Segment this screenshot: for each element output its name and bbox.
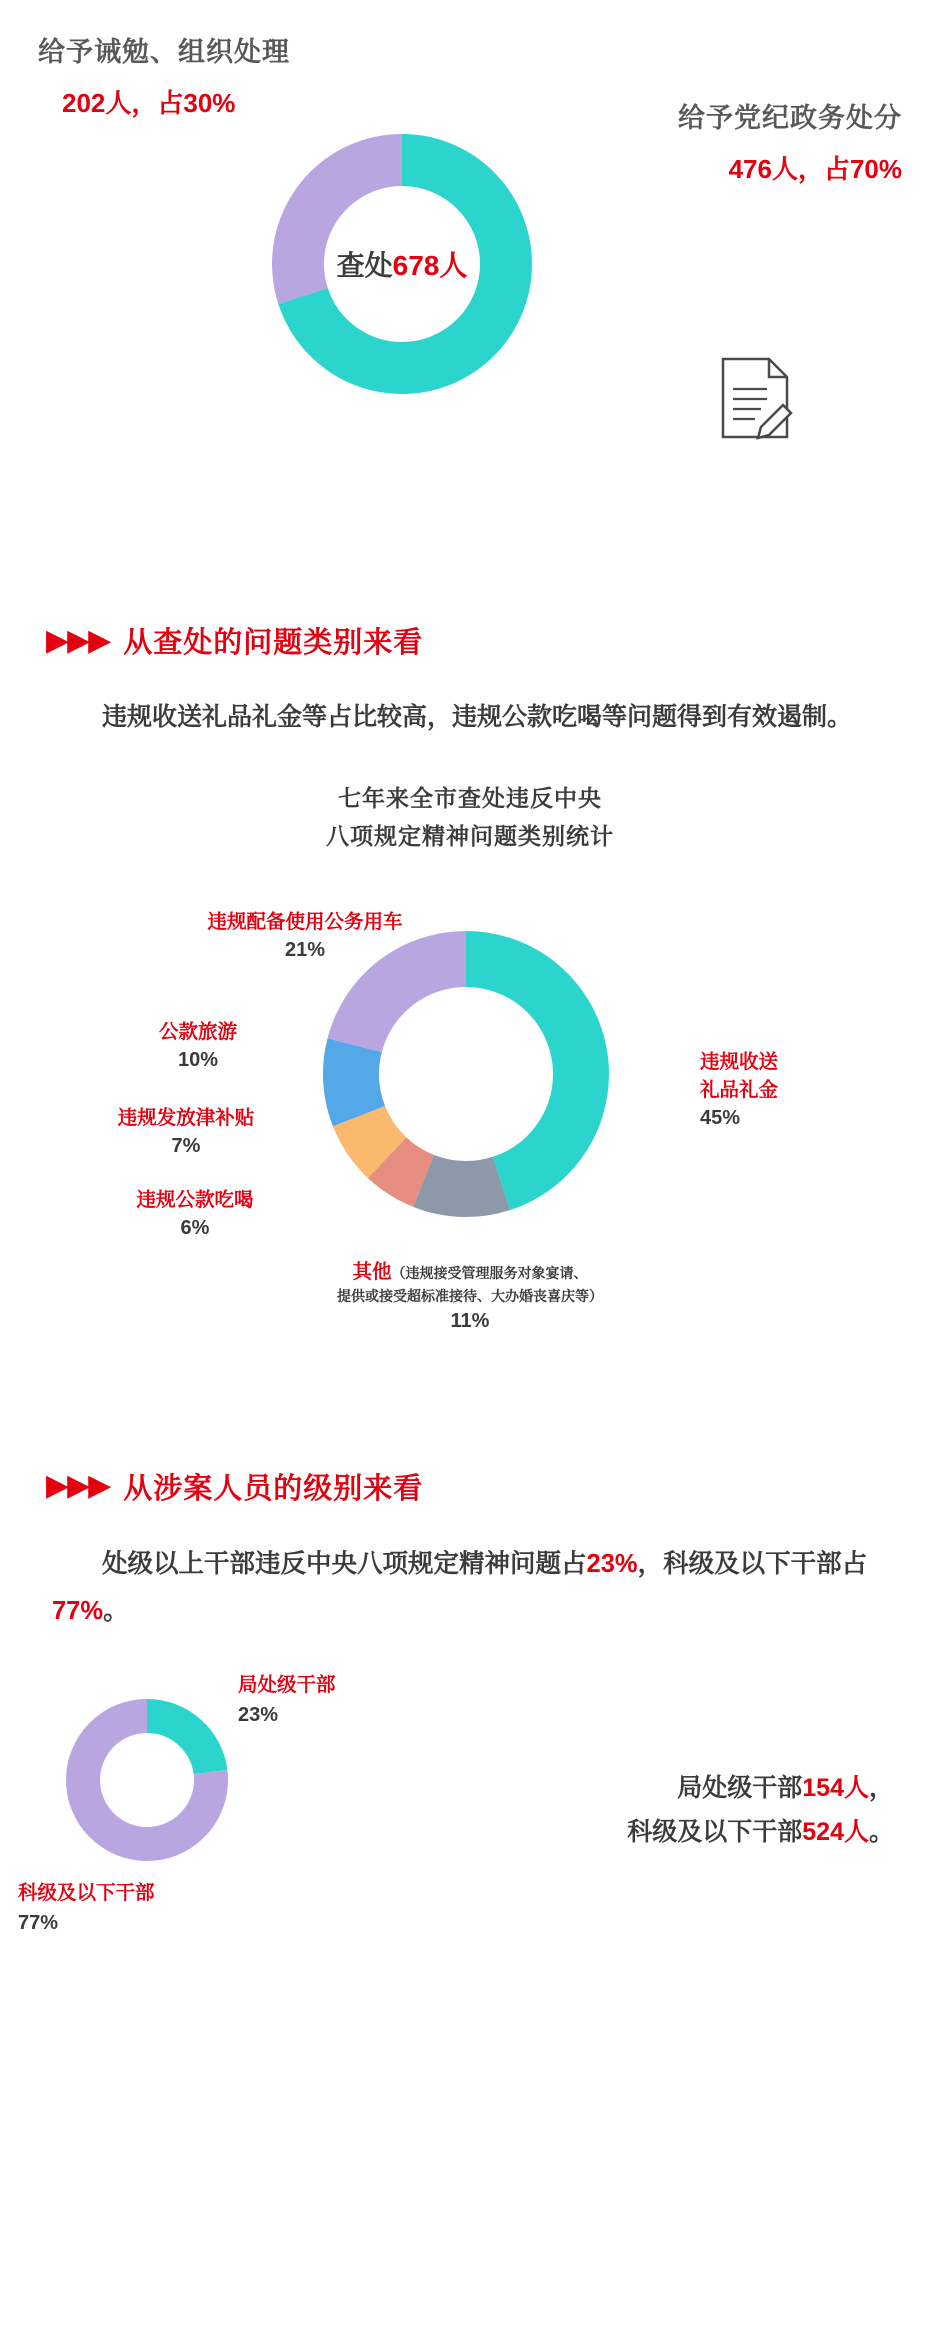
label-gifts-name-line1: 违规收送 bbox=[700, 1050, 779, 1073]
donut-svg-ranks bbox=[62, 1695, 232, 1865]
note-bureau-punct: ， bbox=[868, 1774, 894, 1803]
arrow-marker-icon-2: ▶▶▶ bbox=[46, 1469, 110, 1503]
donut-svg-categories bbox=[316, 924, 616, 1224]
label-gifts-value: 45% bbox=[700, 1107, 741, 1130]
donut-chart-categories bbox=[316, 924, 616, 1224]
label-bureau-level bbox=[238, 1671, 336, 1730]
note-section-punct: 。 bbox=[868, 1817, 894, 1846]
note-rank-counts-line1 bbox=[464, 1767, 894, 1811]
label-official-vehicles-name: 违规配备使用公务用车 bbox=[207, 910, 403, 933]
note-section-count: 524人 bbox=[802, 1817, 869, 1846]
chart-title-categories bbox=[0, 780, 940, 856]
donut-center-total bbox=[268, 130, 536, 398]
note-section-label: 科级及以下干部 bbox=[627, 1817, 803, 1846]
label-bureau-level-value: 23% bbox=[238, 1704, 279, 1727]
label-gifts-name-line2: 礼品礼金 bbox=[700, 1079, 779, 1102]
label-public-dining bbox=[110, 1186, 280, 1243]
label-other-name: 其他 bbox=[352, 1260, 392, 1283]
label-other-note2: 提供或接受超标准接待、大办婚丧喜庆等） bbox=[337, 1288, 603, 1305]
paragraph-ranks-part1: 处级以上干部违反中央八项规定精神问题占 bbox=[102, 1549, 587, 1578]
paragraph-ranks-part2: ，科级及以下干部占 bbox=[637, 1549, 868, 1578]
label-other bbox=[260, 1258, 680, 1336]
label-allowances-value: 7% bbox=[171, 1135, 201, 1158]
donut-chart-ranks bbox=[62, 1695, 232, 1865]
section-ranks bbox=[0, 1466, 940, 2055]
paragraph-categories: 违规收送礼品礼金等占比较高，违规公款吃喝等问题得到有效遏制。 bbox=[102, 703, 853, 731]
label-other-note1: （违规接受管理服务对象宴请、 bbox=[391, 1264, 588, 1281]
heading-ranks bbox=[0, 1466, 940, 1507]
donut-center-value: 678人 bbox=[392, 250, 468, 281]
label-public-funded-travel bbox=[118, 1018, 278, 1075]
label-section-level-name: 科级及以下干部 bbox=[18, 1882, 155, 1905]
label-party-discipline-value: 476人，占70% bbox=[728, 154, 902, 184]
label-section-level bbox=[18, 1879, 155, 1938]
donut-center-prefix: 查处 bbox=[336, 250, 393, 281]
label-other-value: 11% bbox=[450, 1309, 490, 1332]
label-allowances-name: 违规发放津补贴 bbox=[117, 1106, 255, 1129]
heading-ranks-text: 从涉案人员的级别来看 bbox=[123, 1472, 424, 1505]
donut-chart-disposition bbox=[268, 130, 536, 398]
note-bureau-label: 局处级干部 bbox=[677, 1774, 803, 1803]
heading-categories-text: 从查处的问题类别来看 bbox=[123, 627, 424, 659]
paragraph-ranks-part3: 。 bbox=[103, 1597, 129, 1626]
label-other-headline bbox=[260, 1258, 680, 1287]
paragraph-ranks-pct1: 23% bbox=[586, 1549, 638, 1578]
arrow-marker-icon: ▶▶▶ bbox=[46, 623, 110, 657]
section-disposition bbox=[0, 0, 940, 620]
chart-title-line1: 七年来全市查处违反中央 bbox=[338, 785, 602, 811]
note-rank-counts bbox=[464, 1767, 894, 1855]
label-party-discipline bbox=[562, 96, 902, 186]
paragraph-ranks bbox=[52, 1541, 888, 1635]
heading-categories bbox=[0, 620, 940, 661]
label-allowances bbox=[96, 1104, 276, 1161]
chart-title-line2: 八项规定精神问题类别统计 bbox=[326, 822, 614, 849]
label-public-dining-name: 违规公款吃喝 bbox=[136, 1188, 254, 1211]
label-official-vehicles-value: 21% bbox=[284, 939, 326, 962]
label-section-level-value: 77% bbox=[18, 1912, 59, 1935]
label-admonishment-value: 202人，占30% bbox=[62, 88, 236, 118]
label-public-funded-travel-name: 公款旅游 bbox=[158, 1020, 237, 1043]
label-public-funded-travel-value: 10% bbox=[177, 1049, 219, 1072]
label-party-discipline-title: 给予党纪政务处分 bbox=[678, 103, 902, 133]
label-gifts bbox=[700, 1048, 880, 1134]
ranks-chart-area bbox=[0, 1635, 940, 2055]
label-admonishment-title: 给予诫勉、组织处理 bbox=[38, 37, 290, 67]
label-admonishment bbox=[38, 30, 368, 120]
note-rank-counts-line2 bbox=[464, 1811, 894, 1855]
label-official-vehicles bbox=[160, 908, 450, 965]
paragraph-ranks-pct2: 77% bbox=[52, 1597, 104, 1626]
categories-chart-area bbox=[0, 866, 940, 1466]
note-bureau-count: 154人 bbox=[802, 1774, 869, 1803]
label-public-dining-value: 6% bbox=[180, 1217, 210, 1240]
document-pen-icon bbox=[715, 355, 795, 441]
section-categories bbox=[0, 620, 940, 1466]
label-bureau-level-name: 局处级干部 bbox=[238, 1674, 336, 1697]
